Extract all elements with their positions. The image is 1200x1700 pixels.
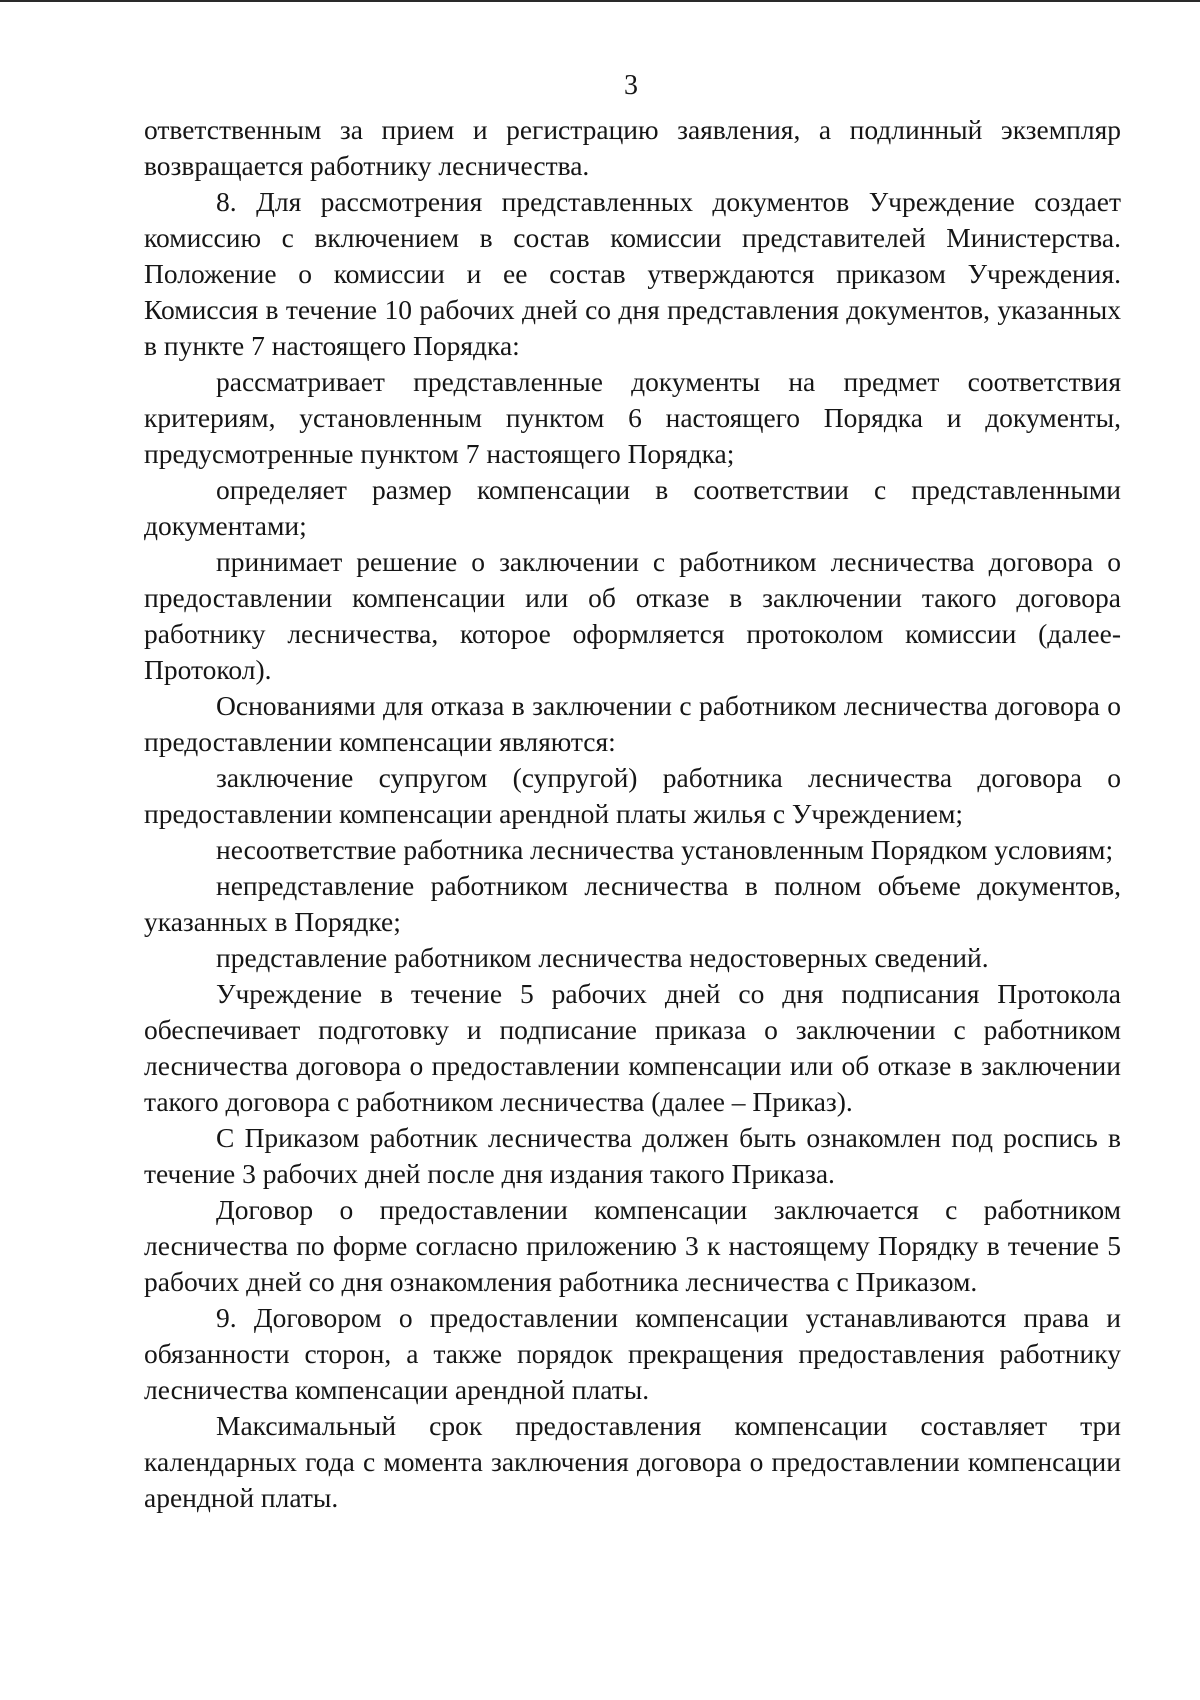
paragraph: Максимальный срок предоставления компенсации составляет три календарных года с момента заключения договора о предоставлении компенсации арендной платы.: [144, 1410, 1121, 1513]
paragraph-clause-8: 8. Для рассмотрения представленных документов Учреждение создает комиссию с включением в состав комиссии представителей Министерства. Положение о комиссии и ее состав утверждаются приказом Учреждения. Комиссия в течение 10 рабочих дней со дня представления документов, указанных в пункте 7 настоящего Порядка:: [144, 186, 1121, 361]
paragraph: несоответствие работника лесничества установленным Порядком условиям;: [216, 834, 1114, 865]
document-body: [144, 112, 1121, 1516]
paragraph: Основаниями для отказа в заключении с работником лесничества договора о предоставлении компенсации являются:: [144, 690, 1121, 757]
paragraph: непредставление работником лесничества в полном объеме документов, указанных в Порядке;: [144, 870, 1121, 937]
paragraph: С Приказом работник лесничества должен быть ознакомлен под роспись в течение 3 рабочих дней после дня издания такого Приказа.: [144, 1122, 1121, 1189]
paragraph: заключение супругом (супругой) работника лесничества договора о предоставлении компенсации арендной платы жилья с Учреждением;: [144, 762, 1121, 829]
paragraph: принимает решение о заключении с работником лесничества договора о предоставлении компенсации или об отказе в заключении такого договора работнику лесничества, которое оформляется протоколом комиссии (далее-Протокол).: [144, 546, 1121, 685]
paragraph: определяет размер компенсации в соответствии с представленными документами;: [144, 474, 1121, 541]
paragraph: рассматривает представленные документы на предмет соответствия критериям, установленным пунктом 6 настоящего Порядка и документы, предусмотренные пунктом 7 настоящего Порядка;: [144, 366, 1121, 469]
paragraph: представление работником лесничества недостоверных сведений.: [216, 942, 989, 973]
page-number: 3: [624, 70, 638, 101]
paragraph: Учреждение в течение 5 рабочих дней со дня подписания Протокола обеспечивает подготовку и подписание приказа о заключении с работником лесничества договора о предоставлении компенсации или об отказе в заключении такого договора с работником лесничества (далее – Приказ).: [144, 978, 1121, 1117]
scan-edge: [0, 0, 1200, 2]
paragraph-clause-9: 9. Договором о предоставлении компенсации устанавливаются права и обязанности сторон, а также порядок прекращения предоставления работнику лесничества компенсации арендной платы.: [144, 1302, 1121, 1405]
paragraph: Договор о предоставлении компенсации заключается с работником лесничества по форме согласно приложению 3 к настоящему Порядку в течение 5 рабочих дней со дня ознакомления работника лесничества с Приказом.: [144, 1194, 1121, 1297]
paragraph: ответственным за прием и регистрацию заявления, а подлинный экземпляр возвращается работнику лесничества.: [144, 114, 1121, 181]
